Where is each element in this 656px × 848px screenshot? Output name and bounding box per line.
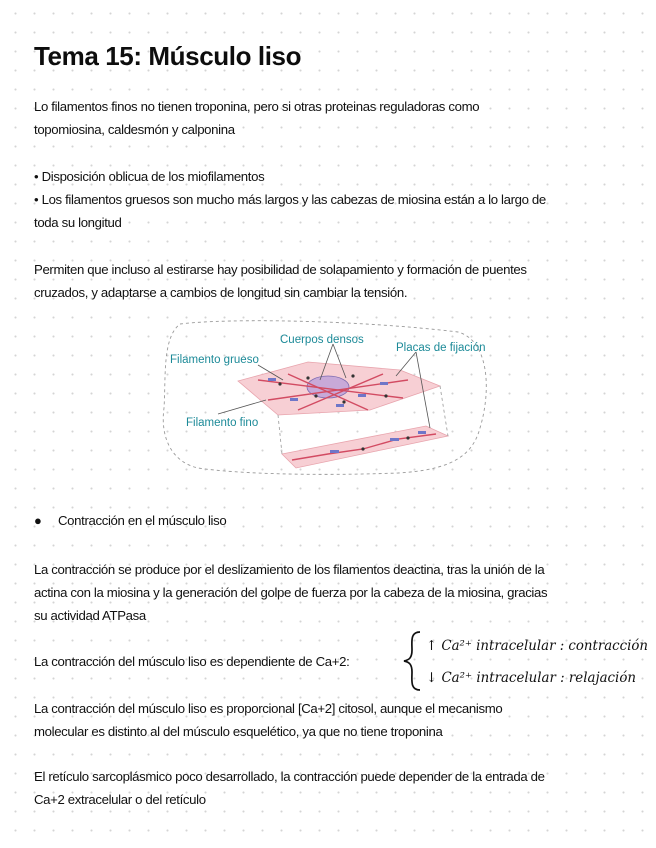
label-cuerpos-densos: Cuerpos densos [280, 334, 364, 346]
proporcional-line-1: La contracción del músculo liso es proporcional [Ca+2] citosol, aunque el mecanismo [34, 701, 503, 716]
proporcional-line-2: molecular es distinto al del músculo esquelético, ya que no tiene troponina [34, 724, 443, 739]
label-placas-fijacion: Placas de fijación [396, 342, 486, 354]
proporcional-paragraph [34, 697, 624, 743]
intro-paragraph [34, 95, 624, 141]
feature-thick-line-1: • Los filamentos gruesos son mucho más largos y las cabezas de miosina están a lo largo de [34, 192, 546, 207]
handwritten-line-2: ↓ Ca²⁺ intracelular : relajación [426, 670, 636, 686]
bullet-dot-icon: ● [34, 513, 42, 528]
reticulo-line-2: Ca+2 extracelular o del retículo [34, 792, 206, 807]
handwritten-note [400, 628, 652, 694]
intro-line-2: topomiosina, caldesmón y calponina [34, 122, 235, 137]
label-filamento-fino: Filamento fino [186, 417, 259, 429]
contraccion-paragraph [34, 558, 624, 627]
reticulo-paragraph [34, 765, 624, 811]
dependiente-line: La contracción del músculo liso es dependiente de Ca+2: [34, 654, 350, 669]
contraccion-line-1: La contracción se produce por el deslizamiento de los filamentos deactina, tras la unión de la [34, 562, 545, 577]
contraccion-heading-text: Contracción en el músculo liso [58, 513, 227, 528]
intro-line-1: Lo filamentos finos no tienen troponina, pero si otras proteinas reguladoras como [34, 99, 480, 114]
reticulo-line-1: El retículo sarcoplásmico poco desarrollado, la contracción puede depender de la entrada de [34, 769, 545, 784]
features-list [34, 165, 624, 234]
smooth-muscle-diagram [158, 318, 493, 478]
permiten-paragraph [34, 258, 624, 304]
contraccion-line-2: actina con la miosina y la generación del golpe de fuerza por la cabeza de la miosina, gracias [34, 585, 548, 600]
permiten-line-1: Permiten que incluso al estirarse hay posibilidad de solapamiento y formación de puentes [34, 262, 527, 277]
brace-icon [404, 632, 420, 690]
page-title: Tema 15: Músculo liso [34, 41, 302, 71]
label-filamento-grueso: Filamento grueso [170, 354, 259, 366]
contraccion-line-3: su actividad ATPasa [34, 608, 146, 623]
permiten-line-2: cruzados, y adaptarse a cambios de longitud sin cambiar la tensión. [34, 285, 408, 300]
feature-oblique: • Disposición oblicua de los miofilamentos [34, 169, 265, 184]
handwritten-line-1: ↑ Ca²⁺ intracelular : contracción [426, 638, 648, 654]
feature-thick-line-2: toda su longitud [34, 215, 122, 230]
